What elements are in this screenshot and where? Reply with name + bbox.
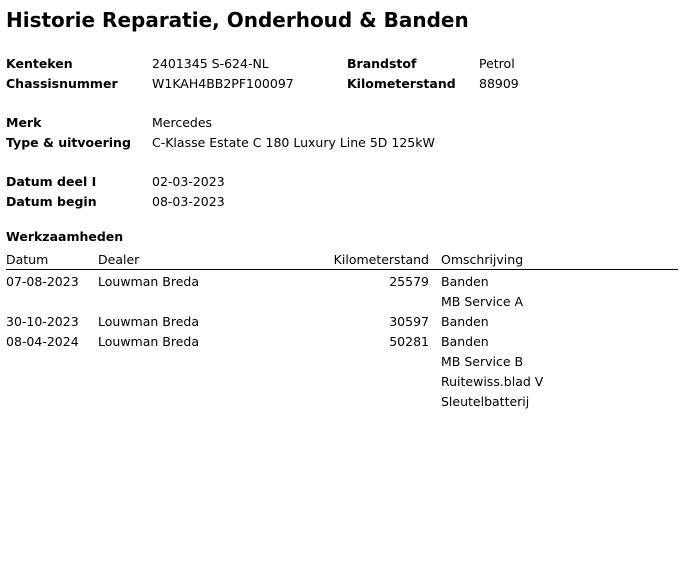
table-row bbox=[6, 272, 678, 312]
datum-deel-value: 02-03-2023 bbox=[152, 174, 225, 189]
table-header bbox=[6, 252, 678, 270]
kenteken-value: 2401345 S-624-NL bbox=[152, 56, 269, 71]
brandstof-value: Petrol bbox=[479, 56, 515, 71]
kilometerstand-value: 88909 bbox=[479, 76, 519, 91]
werkzaamheden-title: Werkzaamheden bbox=[6, 229, 124, 244]
chassisnummer-value: W1KAH4BB2PF100097 bbox=[152, 76, 294, 91]
omschrijving-line: Banden bbox=[441, 334, 489, 349]
row-omschrijving bbox=[441, 312, 678, 332]
omschrijving-line: Banden bbox=[441, 274, 489, 289]
omschrijving-line: MB Service B bbox=[441, 354, 524, 369]
header-dealer: Dealer bbox=[98, 252, 140, 267]
header-omschrijving: Omschrijving bbox=[441, 252, 524, 267]
omschrijving-line: Banden bbox=[441, 314, 489, 329]
table-row bbox=[6, 312, 678, 332]
row-dealer: Louwman Breda bbox=[98, 274, 199, 289]
table-body bbox=[6, 272, 678, 412]
brandstof-label: Brandstof bbox=[347, 56, 417, 71]
datum-begin-label: Datum begin bbox=[6, 194, 97, 209]
merk-label: Merk bbox=[6, 115, 42, 130]
header-kilometerstand: Kilometerstand bbox=[333, 252, 429, 267]
kenteken-label: Kenteken bbox=[6, 56, 73, 71]
datum-begin-value: 08-03-2023 bbox=[152, 194, 225, 209]
row-kilometerstand: 25579 bbox=[389, 274, 429, 289]
row-datum: 07-08-2023 bbox=[6, 274, 79, 289]
type-value: C-Klasse Estate C 180 Luxury Line 5D 125kW bbox=[152, 135, 435, 150]
table-row bbox=[6, 332, 678, 412]
page-title: Historie Reparatie, Onderhoud & Banden bbox=[6, 8, 469, 32]
row-datum: 30-10-2023 bbox=[6, 314, 79, 329]
row-omschrijving bbox=[441, 332, 678, 412]
chassisnummer-label: Chassisnummer bbox=[6, 76, 118, 91]
omschrijving-line: MB Service A bbox=[441, 294, 524, 309]
datum-deel-label: Datum deel I bbox=[6, 174, 97, 189]
type-label: Type & uitvoering bbox=[6, 135, 131, 150]
row-kilometerstand: 30597 bbox=[389, 314, 429, 329]
kilometerstand-label: Kilometerstand bbox=[347, 76, 456, 91]
row-datum: 08-04-2024 bbox=[6, 334, 79, 349]
omschrijving-line: Ruitewiss.blad V bbox=[441, 374, 544, 389]
header-datum: Datum bbox=[6, 252, 49, 267]
row-dealer: Louwman Breda bbox=[98, 314, 199, 329]
omschrijving-line: Sleutelbatterij bbox=[441, 394, 530, 409]
merk-value: Mercedes bbox=[152, 115, 213, 130]
row-dealer: Louwman Breda bbox=[98, 334, 199, 349]
row-kilometerstand: 50281 bbox=[389, 334, 429, 349]
row-omschrijving bbox=[441, 272, 678, 312]
